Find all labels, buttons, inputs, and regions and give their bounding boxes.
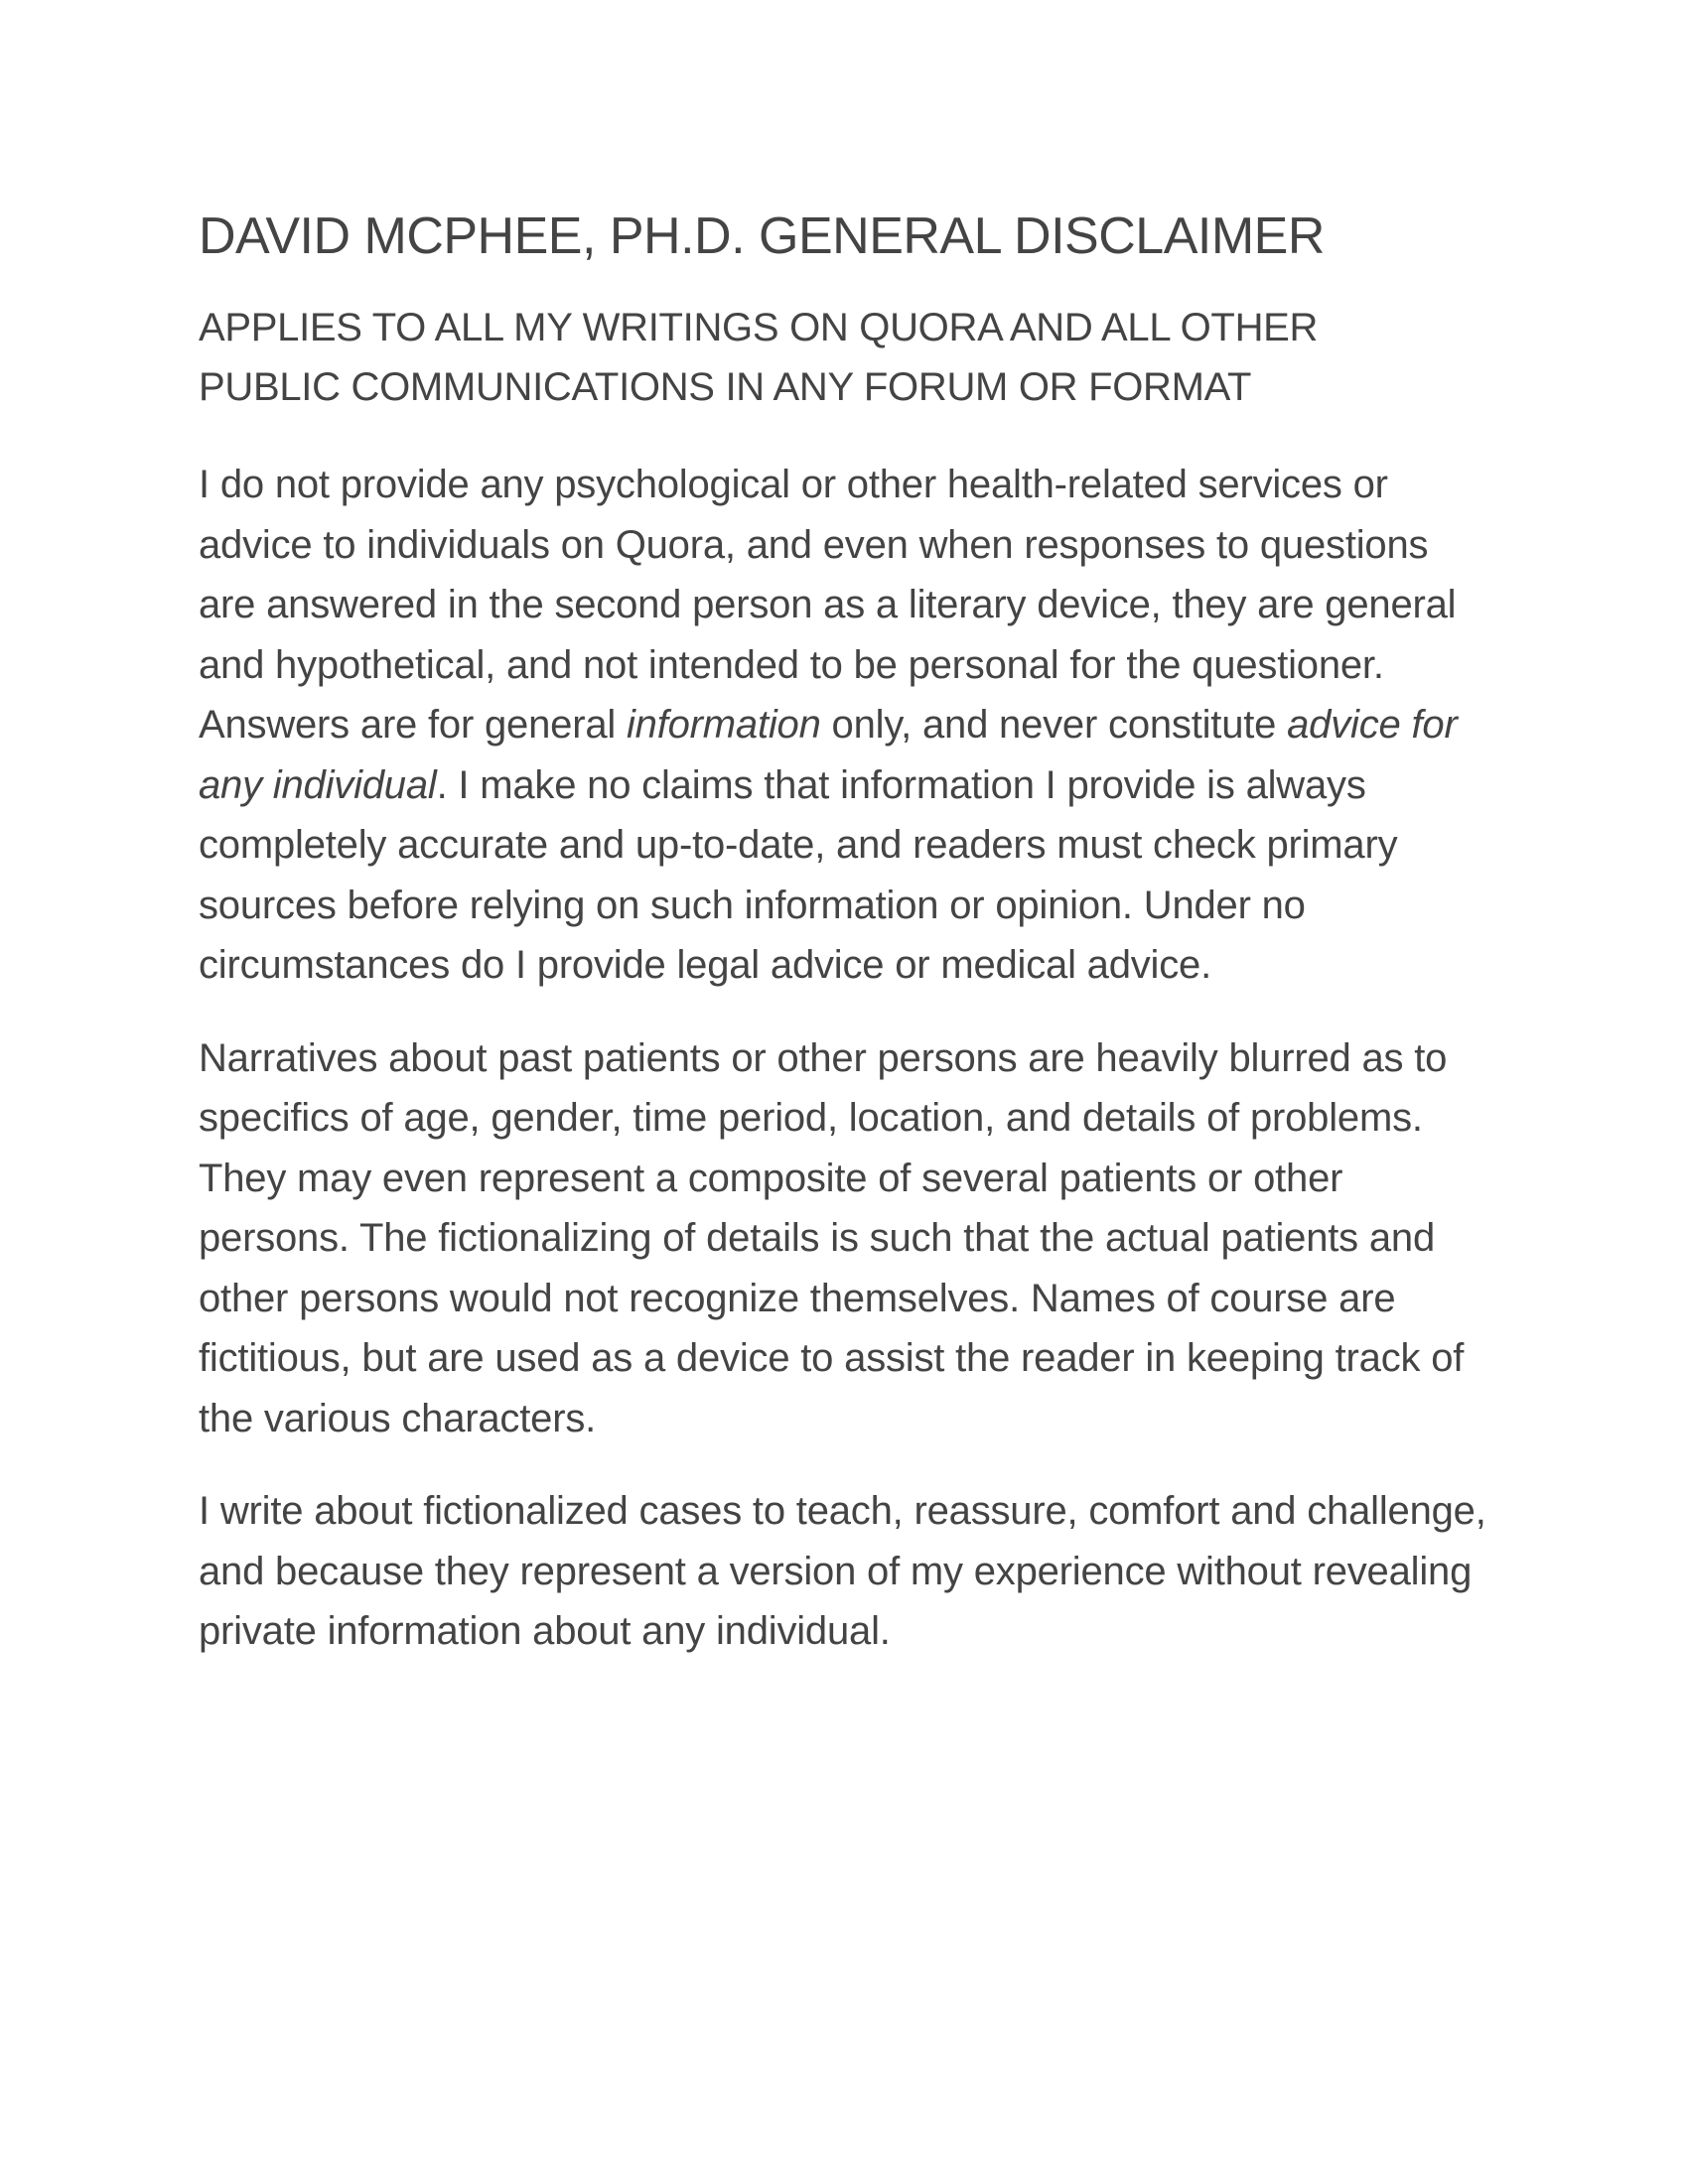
subtitle-line-2: PUBLIC COMMUNICATIONS IN ANY FORUM OR FORMAT	[199, 365, 1252, 409]
paragraph-1-text-3: . I make no claims that information I provide is always completely accurate and up-to-date, and readers must check primary sources before relying on such information or opinion. Under no circumstances do I provide legal advice or medical advice.	[199, 762, 1398, 987]
paragraph-1-italic-advice: advice for any individual	[199, 703, 1458, 807]
paragraph-1-text-2: only, and never constitute	[820, 703, 1288, 747]
document-content	[199, 197, 1489, 1695]
document-subtitle	[199, 298, 1489, 417]
paragraph-disclaimer-advice	[199, 455, 1489, 996]
paragraph-purpose: I write about fictionalized cases to teach, reassure, comfort and challenge, and because they represent a version of my experience without revealing private information about any individual.	[199, 1489, 1486, 1653]
paragraph-1-italic-information: information	[626, 703, 821, 747]
paragraph-1-text-1: I do not provide any psychological or other health-related services or advice to individuals on Quora, and even when responses to questions are answered in the second person as a literary device, they are general and hypothetical, and not intended to be personal for the questioner. Answers are for general	[199, 463, 1457, 747]
document-title: DAVID MCPHEE, PH.D. GENERAL DISCLAIMER	[199, 207, 1325, 265]
subtitle-line-1: APPLIES TO ALL MY WRITINGS ON QUORA AND ALL OTHER	[199, 306, 1319, 349]
paragraph-narratives: Narratives about past patients or other persons are heavily blurred as to specifics of age, gender, time period, location, and details of problems. They may even represent a composite of several patients or other persons. The fictionalizing of details is such that the actual patients and other persons would not recognize themselves. Names of course are fictitious, but are used as a device to assist the reader in keeping track of the various characters.	[199, 1035, 1465, 1440]
